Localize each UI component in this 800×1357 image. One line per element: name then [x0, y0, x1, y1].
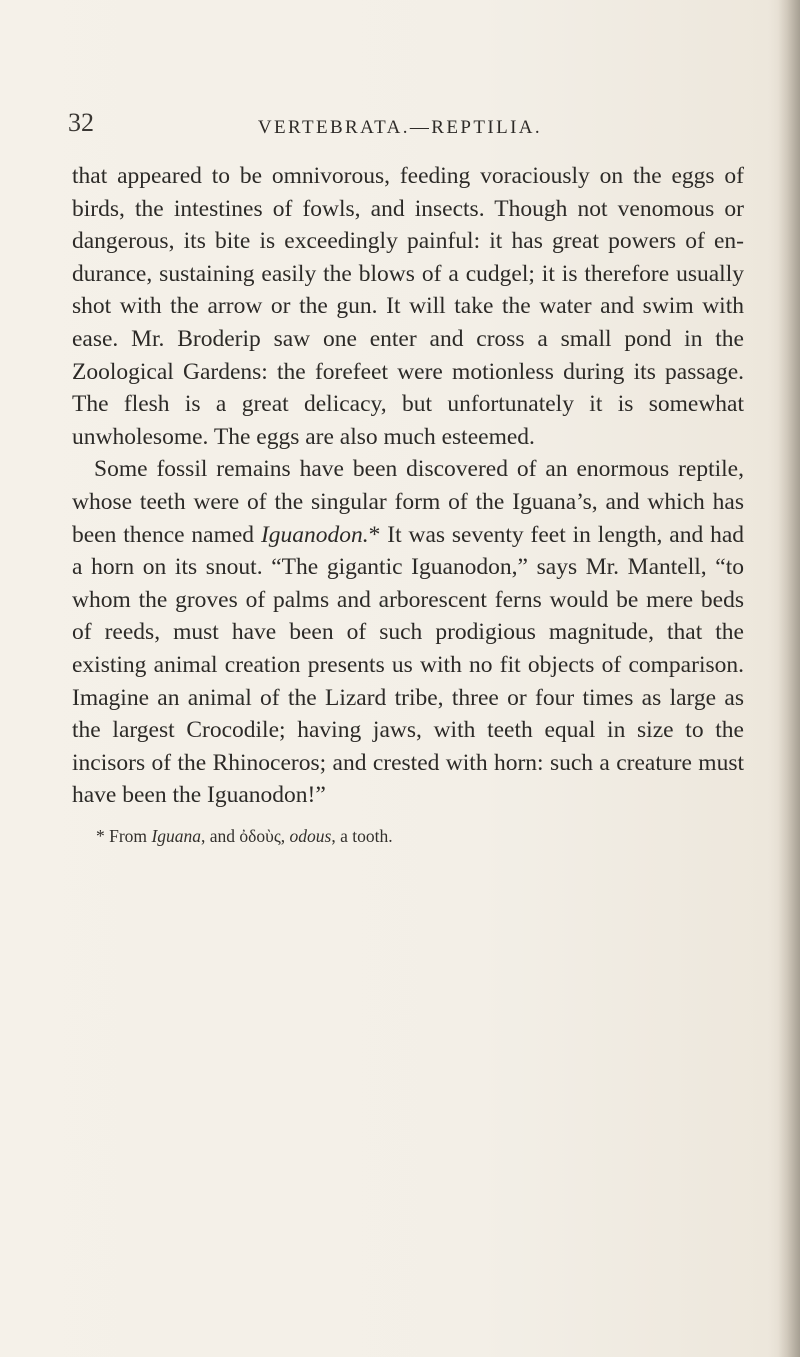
running-head: VERTEBRATA.—REPTILIA.: [257, 117, 543, 138]
footnote-and: , and: [201, 826, 240, 846]
page-edge-shadow: [778, 0, 800, 1357]
footnote-from: From: [104, 826, 152, 846]
footnote-mark: *: [96, 826, 105, 846]
paragraph-2: [72, 453, 744, 812]
body-text: [72, 160, 744, 812]
footnote-term-iguana: Iguana: [151, 826, 202, 846]
footnote-greek: ὀδοὺς: [239, 826, 281, 846]
footnote-term-odous: odous: [289, 826, 332, 846]
footnote-reference-mark: *: [368, 521, 381, 548]
footnote-gloss: , a tooth.: [331, 826, 393, 846]
page-number: 32: [68, 108, 94, 137]
paragraph-1: that appeared to be omnivorous, feeding voraciously on the eggs of birds, the intestines of fowls, and insects. Though not venomous or dangerous, its bite is exceedingly painful: it has great powers of endurance, sustaining easily the blows of a cudgel; it is therefore usually shot with the arrow or the gun. It will take the water and swim with ease. Mr. Broderip saw one enter and cross a small pond in the Zoological Gardens: the forefeet were motionless during its passage. The flesh is a great delicacy, but unfortunately it is somewhat unwholesome. The eggs are also much esteemed.: [72, 163, 744, 450]
footnote-comma: ,: [280, 826, 290, 846]
paragraph-2-part-b: It was seventy feet in length, and had a horn on its snout. “The gigantic Iguanodon,” says Mr. Mantell, “to whom the groves of palms and arborescent ferns would be mere beds of reeds, must have been of such prodigious magnitude, that the existing animal creation presents us with no fit objects of comparison. Imagine an animal of the Lizard tribe, three or four times as large as the largest Crocodile; having jaws, with teeth equal in size to the incisors of the Rhinoceros; and crested with horn: such a creature must have been the Iguanodon!”: [72, 521, 745, 809]
paragraph-2-part-a: Some fossil remains have been discovered of an enormous reptile, whose teeth were of the singular form of the Iguana’s, and which has been thence named: [72, 456, 744, 548]
footnote: [96, 824, 746, 848]
iguanodon-term: Iguanodon.: [260, 521, 369, 548]
